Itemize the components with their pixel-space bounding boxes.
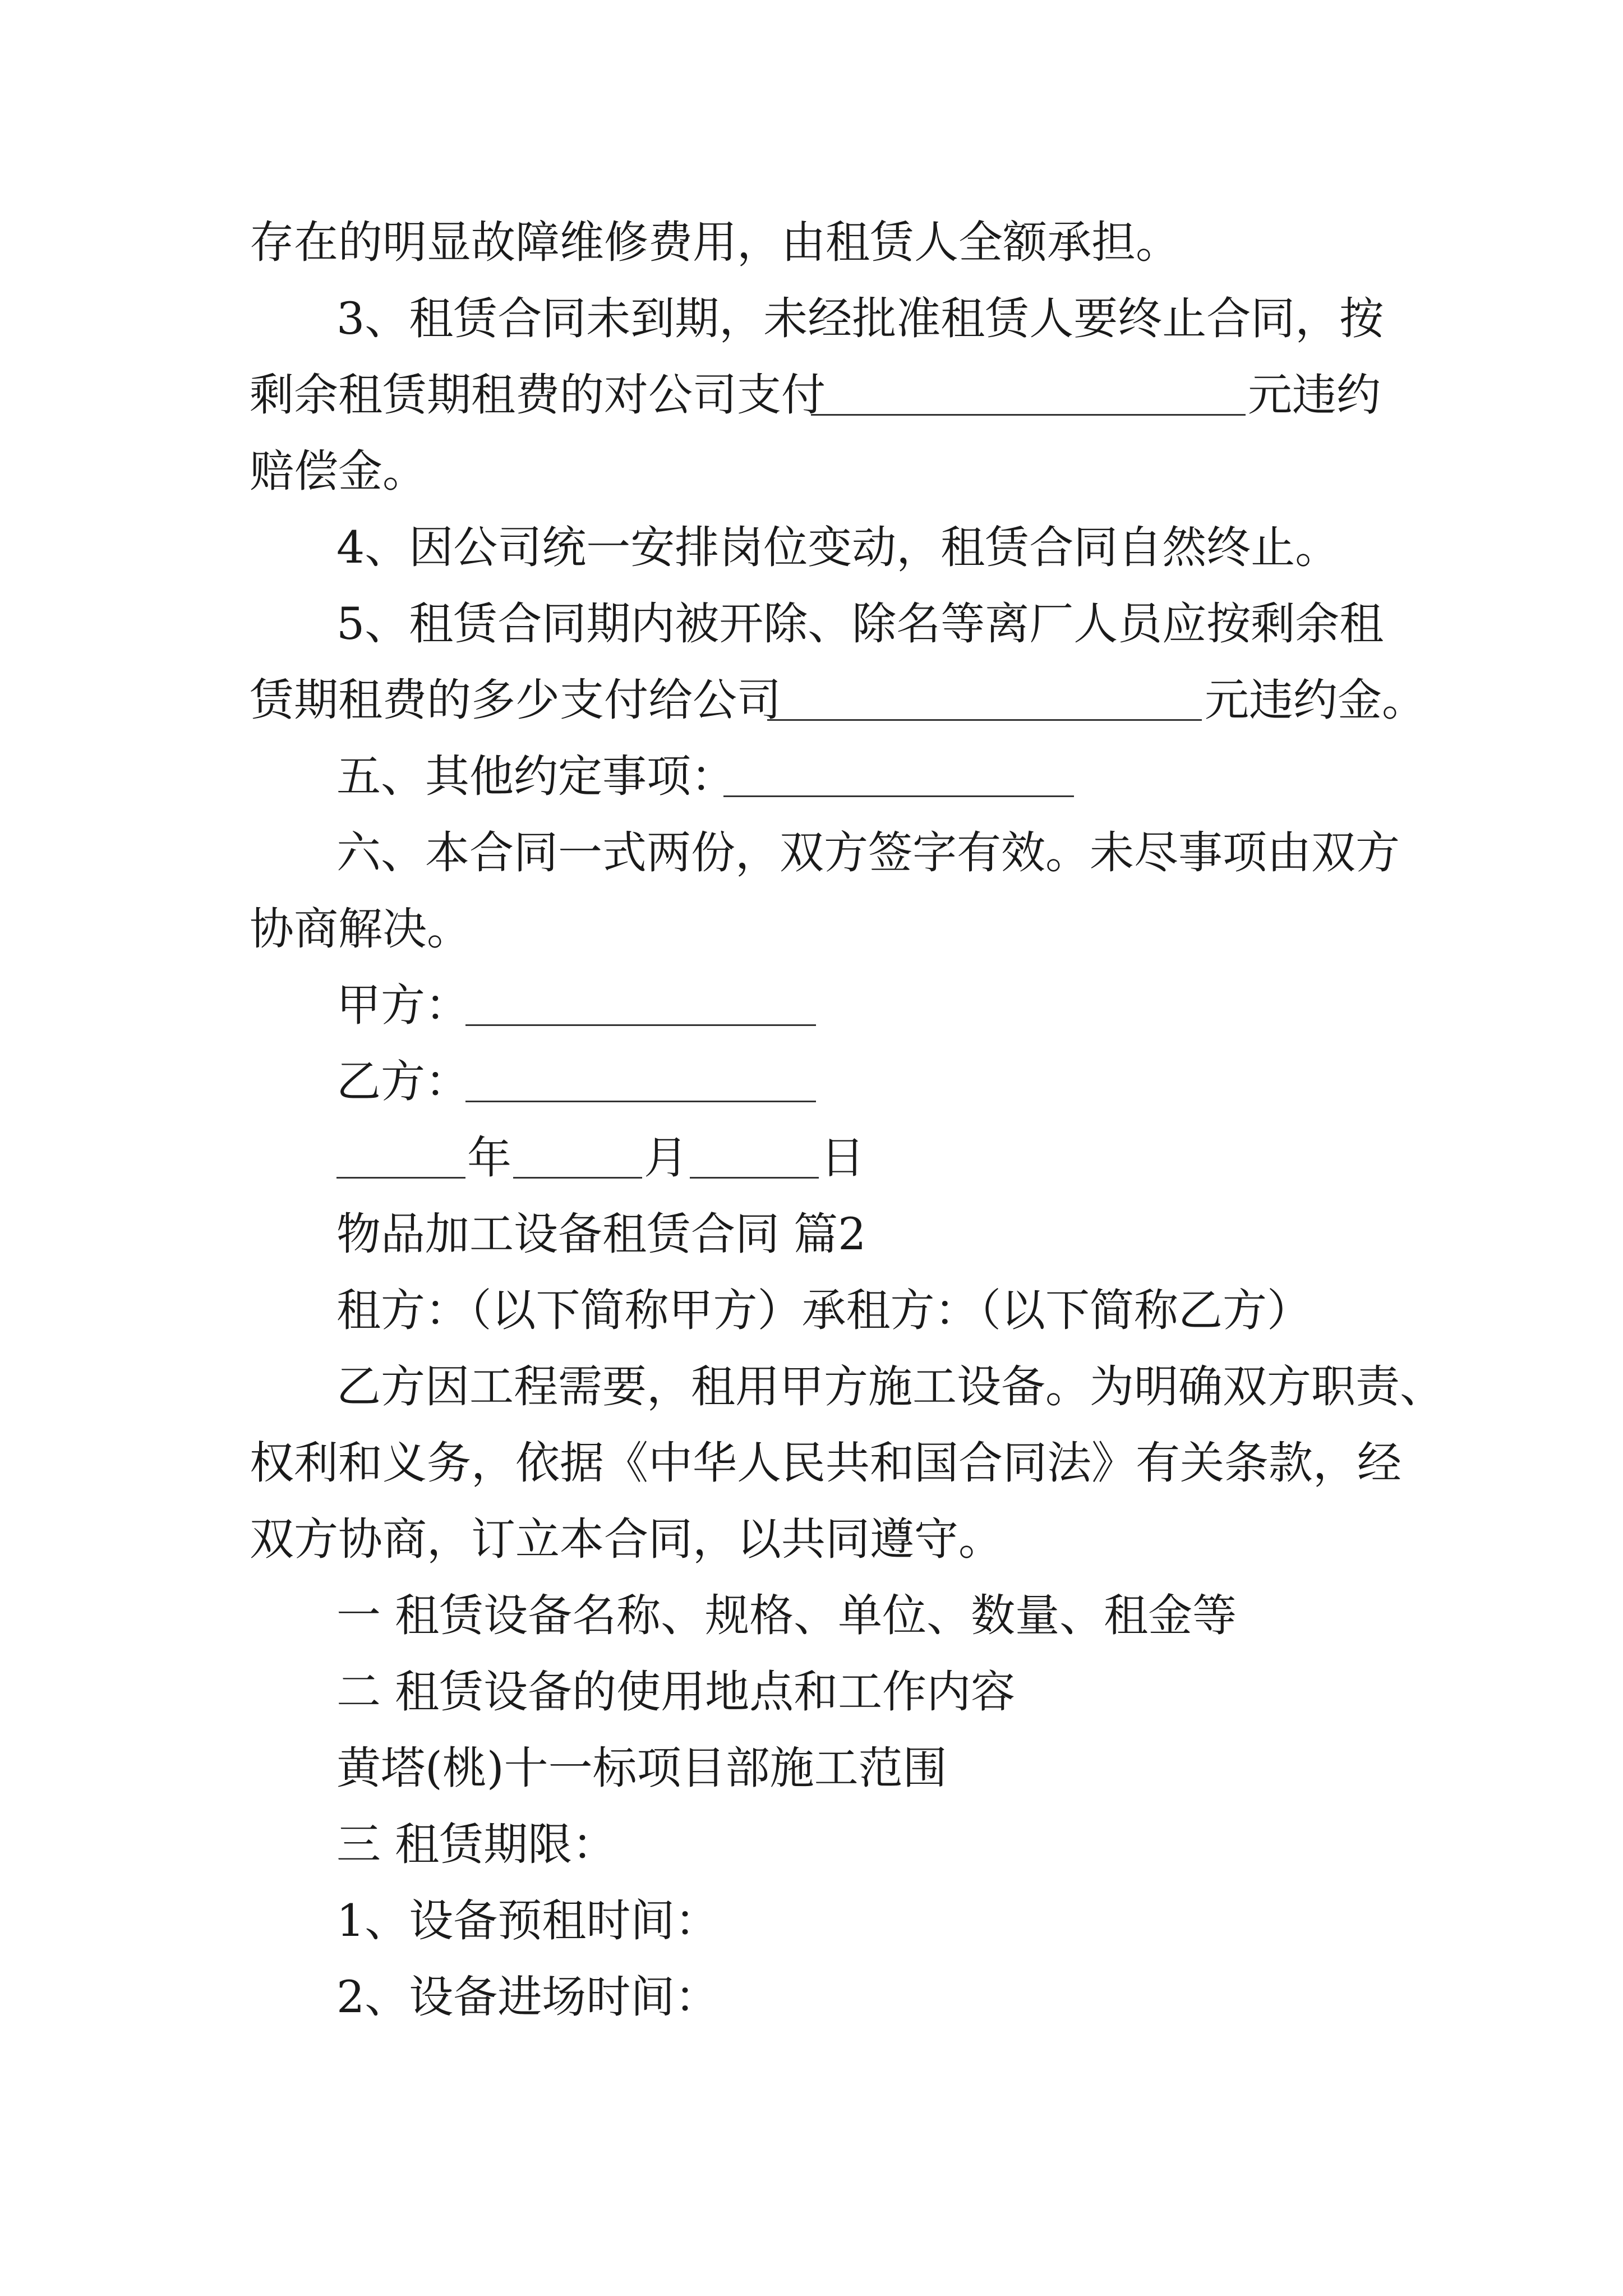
paragraph-line xyxy=(0,1043,1623,1120)
paragraph-line xyxy=(0,1349,1623,1425)
paragraph-line xyxy=(0,1501,1623,1577)
paragraph-line xyxy=(0,204,1623,280)
paragraph-line xyxy=(0,738,1623,815)
line-text: 4、因公司统一安排岗位变动，租赁合同自然终止。 xyxy=(336,522,1340,573)
line-text: 1、设备预租时间： xyxy=(336,1895,720,1947)
line-text: 剩余租赁期租费的对公司支付 xyxy=(250,369,826,421)
line-text: 一 租赁设备名称、规格、单位、数量、租金等 xyxy=(336,1590,1237,1641)
line-text: 5、租赁合同期内被开除、除名等离厂人员应按剩余租 xyxy=(336,598,1384,650)
fill-in-blank xyxy=(811,414,1246,416)
line-text: 存在的明显故障维修费用，由租赁人全额承担。 xyxy=(250,217,1180,268)
line-text: 2、设备进场时间： xyxy=(336,1971,720,2023)
line-text: 甲方： xyxy=(336,979,469,1031)
paragraph-line xyxy=(0,509,1623,586)
line-text: 3、租赁合同未到期，未经批准租赁人要终止合同，按 xyxy=(336,293,1384,344)
line-text: 双方协商，订立本合同，以共同遵守。 xyxy=(250,1513,1003,1565)
line-text: 赔偿金。 xyxy=(250,445,427,497)
paragraph-line xyxy=(0,815,1623,891)
line-text: 日 xyxy=(820,1132,865,1184)
paragraph-line xyxy=(0,1272,1623,1349)
paragraph-line xyxy=(0,1654,1623,1730)
fill-in-blank xyxy=(336,1177,465,1179)
line-text: 元违约 xyxy=(1248,369,1381,421)
fill-in-blank xyxy=(767,719,1202,721)
paragraph-line xyxy=(0,1730,1623,1806)
paragraph-line xyxy=(0,586,1623,662)
paragraph-line xyxy=(0,1577,1623,1654)
line-text: 乙方因工程需要，租用甲方施工设备。为明确双方职责、 xyxy=(336,1361,1444,1412)
line-text: 赁期租费的多少支付给公司 xyxy=(250,674,781,726)
line-text: 五、其他约定事项： xyxy=(336,751,735,802)
paragraph-line xyxy=(0,891,1623,967)
line-text: 六、本合同一式两份，双方签字有效。未尽事项由双方 xyxy=(336,827,1400,878)
line-text: 黄塔(桃)十一标项目部施工范围 xyxy=(336,1742,947,1794)
line-text: 元违约金。 xyxy=(1205,674,1426,726)
line-text: 物品加工设备租赁合同 篇2 xyxy=(336,1208,866,1260)
line-text: 年 xyxy=(467,1132,511,1184)
paragraph-line xyxy=(0,1196,1623,1272)
line-text: 租方：（以下简称甲方）承租方：（以下简称乙方） xyxy=(336,1285,1311,1336)
fill-in-blank xyxy=(690,1177,819,1179)
fill-in-blank xyxy=(465,1101,816,1102)
paragraph-line xyxy=(0,1120,1623,1196)
paragraph-line xyxy=(0,967,1623,1043)
line-text: 三 租赁期限： xyxy=(336,1819,617,1870)
paragraph-line xyxy=(0,357,1623,433)
fill-in-blank xyxy=(723,795,1074,797)
paragraph-line xyxy=(0,1883,1623,1959)
paragraph-line xyxy=(0,1806,1623,1883)
line-text: 二 租赁设备的使用地点和工作内容 xyxy=(336,1666,1016,1718)
paragraph-line xyxy=(0,662,1623,738)
paragraph-line xyxy=(0,1959,1623,2035)
paragraph-line xyxy=(0,433,1623,509)
paragraph-line xyxy=(0,280,1623,357)
line-text: 乙方： xyxy=(336,1056,469,1107)
fill-in-blank xyxy=(513,1177,642,1179)
line-text: 协商解决。 xyxy=(250,903,471,955)
line-text: 权利和义务，依据《中华人民共和国合同法》有关条款，经 xyxy=(250,1437,1401,1489)
paragraph-line xyxy=(0,1425,1623,1501)
line-text: 月 xyxy=(644,1132,688,1184)
fill-in-blank xyxy=(465,1024,816,1026)
